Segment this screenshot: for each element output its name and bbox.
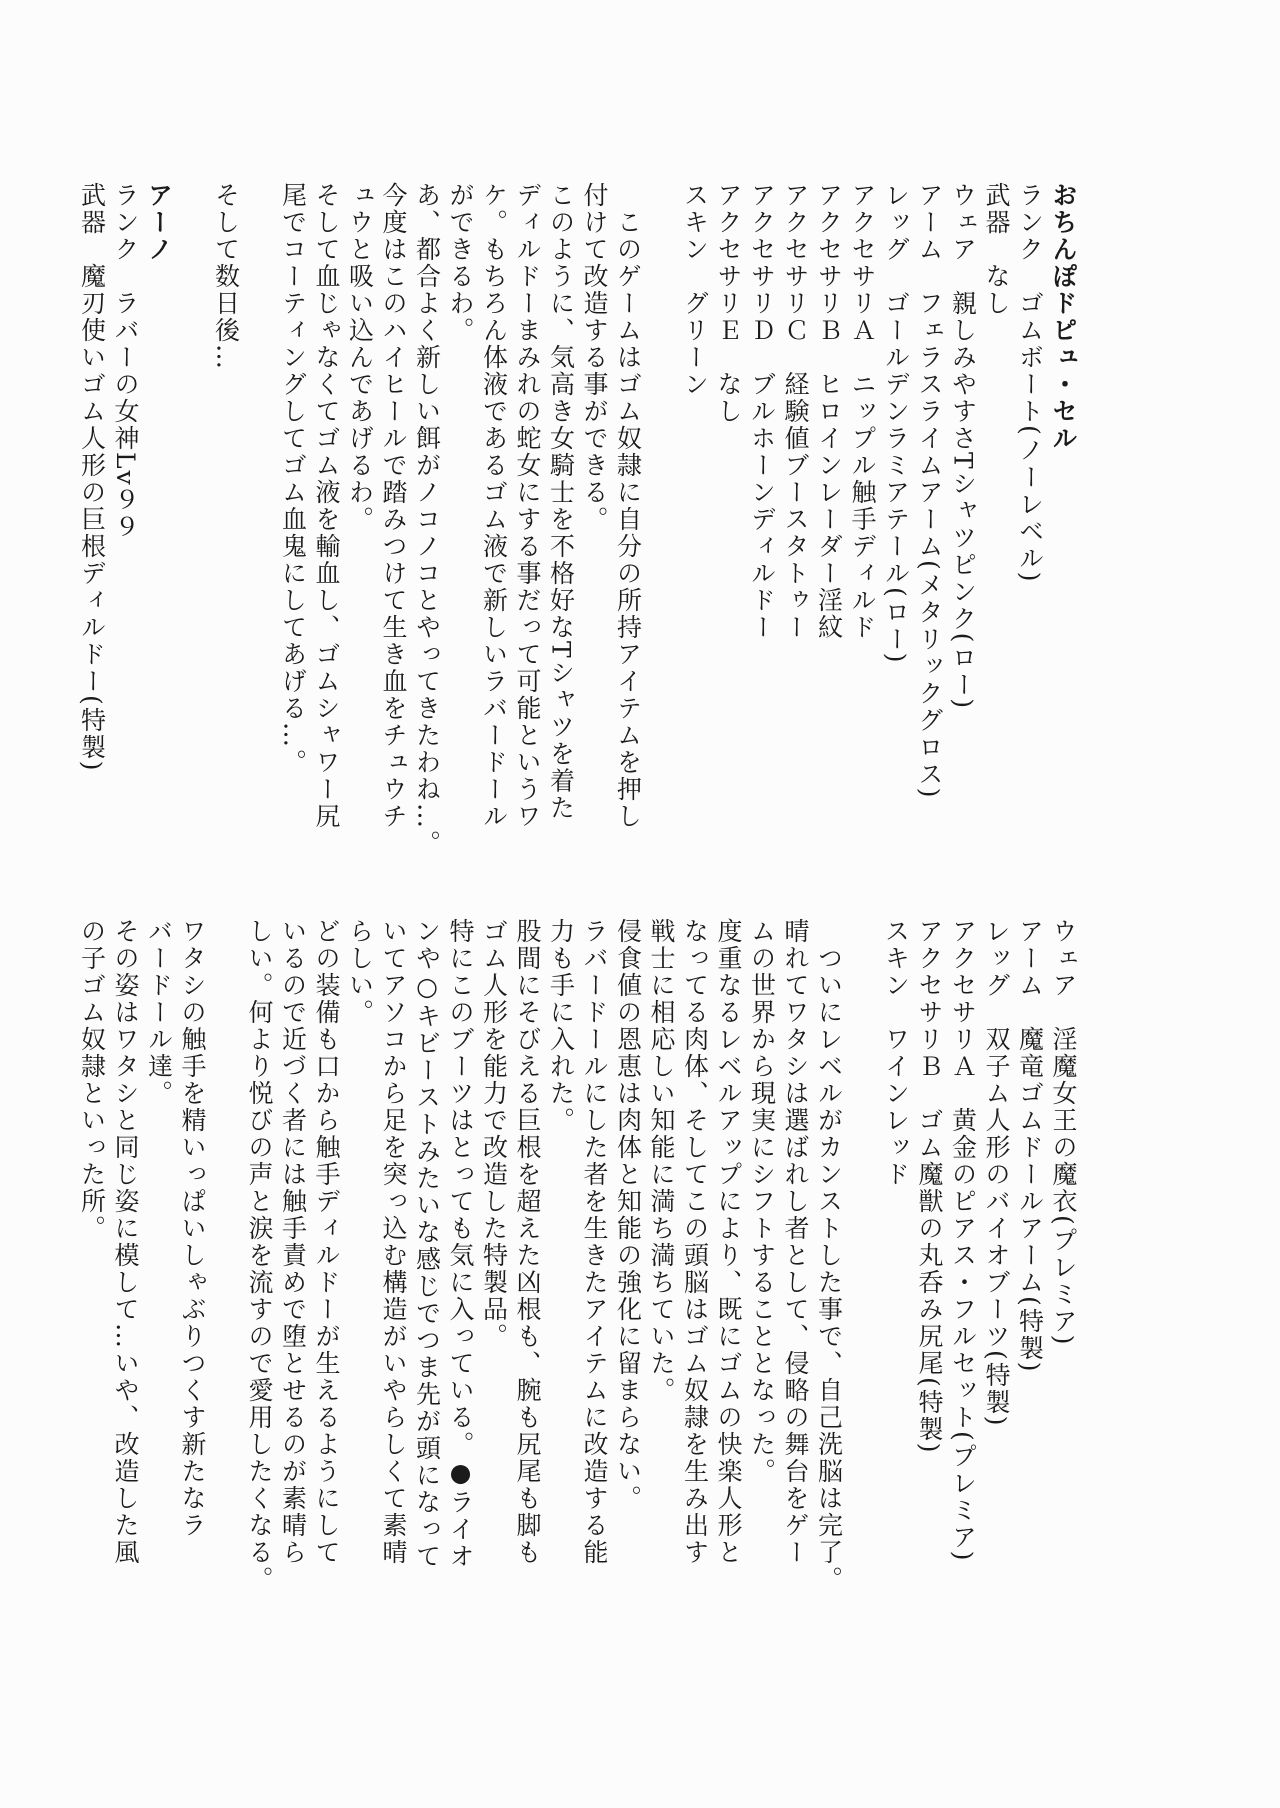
text-column: ランク ラバーの女神Lv９９: [111, 182, 140, 541]
text-column: レッグ ゴールデンラミアテール(ロー): [881, 182, 911, 665]
text-column: ウェア 親しみやすさTシャツピンク(ロー): [948, 182, 978, 711]
section-bottom-status-and-story: [75, 918, 1080, 1638]
column-gap: [645, 182, 679, 892]
text-column: そして数日後…: [211, 182, 241, 371]
text-column: アクセサリＢ ゴム魔獣の丸呑み尻尾(特製): [915, 918, 944, 1455]
text-column: アーム フェラスライムアーム(メタリックグロス): [915, 182, 944, 800]
text-column: ランク ゴムボート(ノーレベル): [1015, 182, 1045, 584]
text-column: ュウと吸い込んであげるわ。: [345, 182, 375, 533]
text-column: ケ。もちろん体液であるゴム液で新しいラバードール: [479, 182, 509, 830]
character-name-column: アーノ: [144, 182, 174, 263]
text-column: ムの世界から現実にシフトすることとなった。: [747, 918, 777, 1485]
text-column: ラバードールにした者を生きたアイテムに改造する能: [580, 918, 609, 1566]
text-column: 晴れてワタシは選ばれし者として、侵略の舞台をゲー: [781, 918, 810, 1566]
text-column: 度重なるレベルアップにより、既にゴムの快楽人形と: [714, 918, 743, 1566]
text-column: そして血じゃなくてゴム液を輸血し、ゴムシャワー尻: [312, 182, 341, 830]
column-gap: [176, 182, 210, 892]
text-column: なってる肉体、そしてこの頭脳はゴム奴隷を生み出す: [680, 918, 710, 1566]
text-column: ゴム人形を能力で改造した特製品。: [479, 918, 509, 1350]
text-column: ワタシの触手を精いっぱいしゃぶりつくす新たなラ: [178, 918, 207, 1539]
text-column: アクセサリＣ 経験値ブースタトゥー: [781, 182, 810, 641]
column-gap: [846, 918, 880, 1638]
text-column: レッグ 双子ム人形のバイオブーツ(特製): [982, 918, 1011, 1428]
text-column: その姿はワタシと同じ姿に模して…いや、改造した風: [111, 918, 140, 1566]
text-column: ができるわ。: [446, 182, 475, 344]
text-column: 武器 なし: [982, 182, 1011, 317]
text-column: いるので近づく者には触手責めで堕とせるのが素晴ら: [278, 918, 308, 1566]
text-column: 特にこのブーツはとっても気に入っている。●ライオ: [446, 918, 475, 1570]
text-column: の子ゴム奴隷といった所。: [77, 918, 107, 1242]
text-column: バードール達。: [144, 918, 174, 1107]
text-column: らしい。: [345, 918, 375, 1026]
text-column: スキン ワインレッド: [881, 918, 911, 1188]
text-column: アクセサリＤ ブルホーンディルドー: [747, 182, 777, 641]
text-column: ついにレベルがカンストした事で、自己洗脳は完了。: [814, 918, 844, 1593]
vertical-text-top: [75, 182, 1080, 892]
text-column: しい。何より悦びの声と涙を流すので愛用したくなる。: [245, 918, 274, 1593]
character-name-column: おちんぽドピュ・セル: [1049, 182, 1078, 452]
text-column: このゲームはゴム奴隷に自分の所持アイテムを押し: [613, 182, 643, 830]
text-column: いてアソコから足を突っ込む構造がいやらしくて素晴: [379, 918, 408, 1566]
text-column: 付けて改造する事ができる。: [580, 182, 609, 533]
text-column: 力も手に入れた。: [546, 918, 576, 1134]
text-column: 侵食値の恩恵は肉体と知能の強化に留まらない。: [613, 918, 643, 1512]
column-gap: [243, 182, 277, 892]
text-column: アクセサリＢ ヒロインレーダー淫紋: [814, 182, 844, 641]
section-top-status-and-story: [75, 182, 1080, 892]
text-column: アクセサリＥ なし: [714, 182, 743, 425]
text-column: あ、都合よく新しい餌がノコノコとやってきたわね…。: [412, 182, 442, 857]
vertical-text-bottom: [75, 918, 1080, 1638]
text-column: 武器 魔刃使いゴム人形の巨根ディルドー(特製): [77, 182, 107, 773]
text-column: このように、気高き女騎士を不格好なTシャツを着た: [546, 182, 576, 822]
text-column: スキン グリーン: [680, 182, 710, 398]
text-column: 股間にそびえる巨根を超えた凶根も、腕も尻尾も脚も: [513, 918, 542, 1566]
text-column: 戦士に相応しい知能に満ち満ちていた。: [647, 918, 676, 1404]
text-column: アーム 魔竜ゴムドールアーム(特製): [1015, 918, 1045, 1374]
column-gap: [209, 918, 243, 1638]
text-column: ディルドーまみれの蛇女にする事だって可能というワ: [513, 182, 542, 830]
text-column: ウェア 淫魔女王の魔衣(プレミア): [1049, 918, 1078, 1347]
text-column: 尾でコーティングしてゴム血鬼にしてあげる…。: [278, 182, 308, 776]
text-column: 今度はこのハイヒールで踏みつけて生き血をチュウチ: [379, 182, 408, 830]
text-column: アクセサリＡ ニップル触手ディルド: [848, 182, 877, 641]
text-column: アクセサリＡ 黄金のピアス・フルセット(プレミア): [948, 918, 978, 1563]
text-column: どの装備も口から触手ディルドーが生えるようにして: [312, 918, 341, 1566]
text-column: ンや○キビーストみたいな感じでつま先が頭になって: [412, 918, 442, 1570]
